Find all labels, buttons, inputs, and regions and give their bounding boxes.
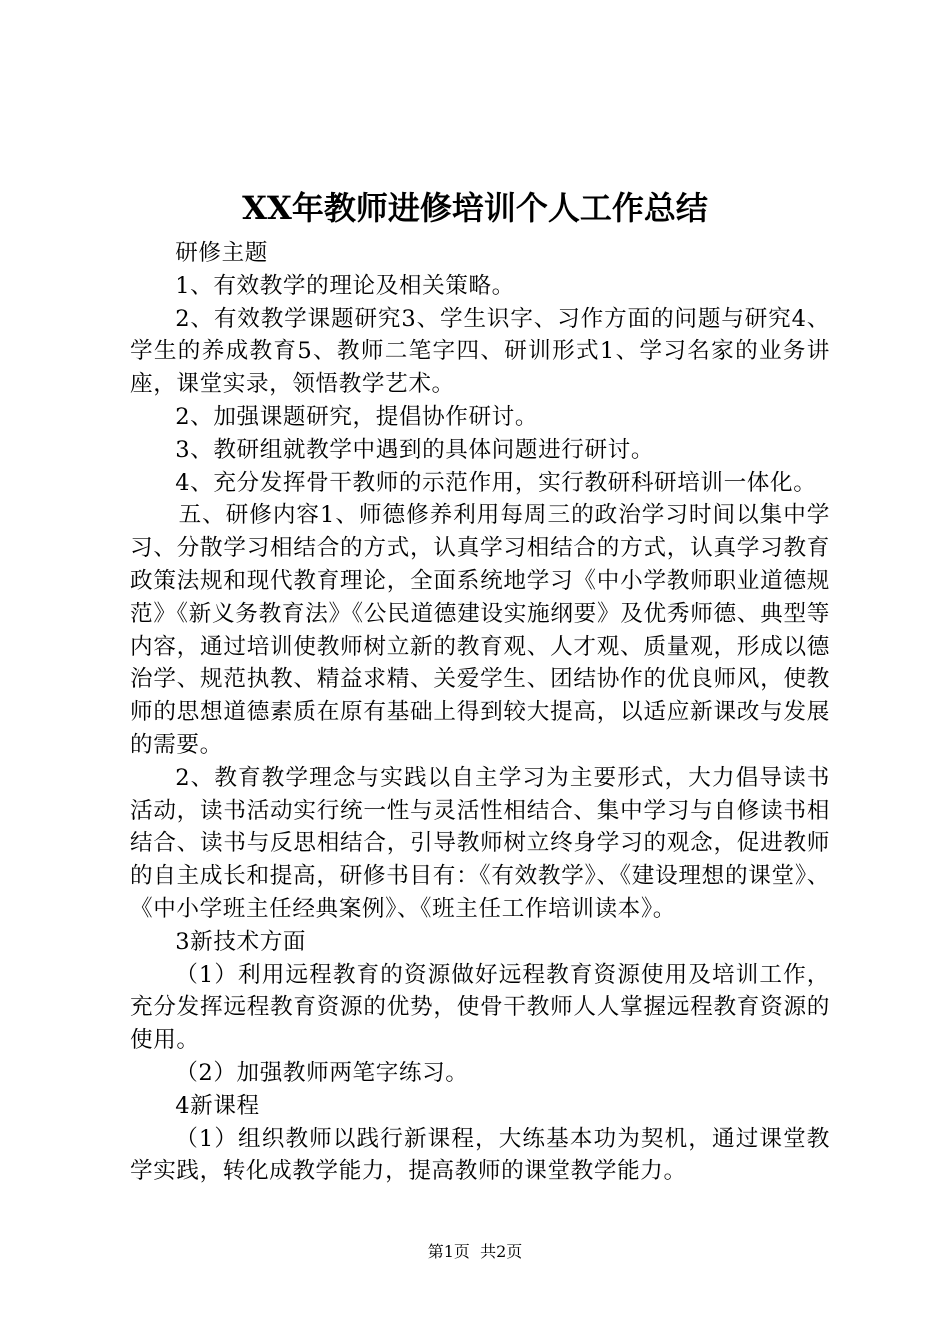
paragraph-new-tech: 3新技术方面 [175, 928, 307, 955]
paragraph-item-3: 3、教研组就教学中遇到的具体问题进行研讨。 [175, 436, 655, 463]
paragraph-handwriting: （2）加强教师两笔字练习。 [175, 1059, 469, 1086]
paragraph-item-1: 1、有效教学的理论及相关策略。 [175, 272, 515, 299]
document-title: XX年教师进修培训个人工作总结 [242, 189, 708, 227]
paragraph-item-2: 2、有效教学课题研究3、学生识字、习作方面的问题与研究4、学生的养成教育5、教师二笔字四、研训形式1、学习名家的业务讲座，课堂实录，领悟教学艺术。 [130, 305, 830, 398]
document-body [130, 237, 830, 1188]
paragraph-education-concept: 2、教育教学理念与实践以自主学习为主要形式，大力倡导读书活动，读书活动实行统一性与灵活性相结合、集中学习与自修读书相结合、读书与反思相结合，引导教师树立终身学习的观念，促进教师的自主成长和提高，研修书目有：《有效教学》、《建设理想的课堂》、《中小学班主任经典案例》、《班主任工作培训读本》。 [130, 764, 830, 922]
paragraph-remote-education: （1）利用远程教育的资源做好远程教育资源使用及培训工作，充分发挥远程教育资源的优势，使骨干教师人人掌握远程教育资源的使用。 [130, 961, 830, 1054]
paragraph-item-2b: 2、加强课题研究，提倡协作研讨。 [175, 403, 539, 430]
paragraph-section-5: 五、研修内容1、师德修养利用每周三的政治学习时间以集中学习、分散学习相结合的方式，认真学习相结合的方式，认真学习教育政策法规和现代教育理论，全面系统地学习《中小学教师职业道德规范》《新义务教育法》《公民道德建设实施纲要》及优秀师德、典型等内容，通过培训使教师树立新的教育观、人才观、质量观，形成以德治学、规范执教、精益求精、关爱学生、团结协作的优良师风，使教师的思想道德素质在原有基础上得到较大提高，以适应新课改与发展的需要。 [130, 502, 830, 758]
paragraph-item-4: 4、充分发挥骨干教师的示范作用，实行教研科研培训一体化。 [175, 469, 817, 496]
page-footer: 第1页 共2页 [427, 1242, 523, 1261]
paragraph-new-curriculum: 4新课程 [175, 1092, 260, 1119]
paragraph-teaching-practice: （1）组织教师以践行新课程，大练基本功为契机，通过课堂教学实践，转化成教学能力，提高教师的课堂教学能力。 [130, 1125, 830, 1185]
paragraph-research-topic: 研修主题 [175, 240, 268, 266]
